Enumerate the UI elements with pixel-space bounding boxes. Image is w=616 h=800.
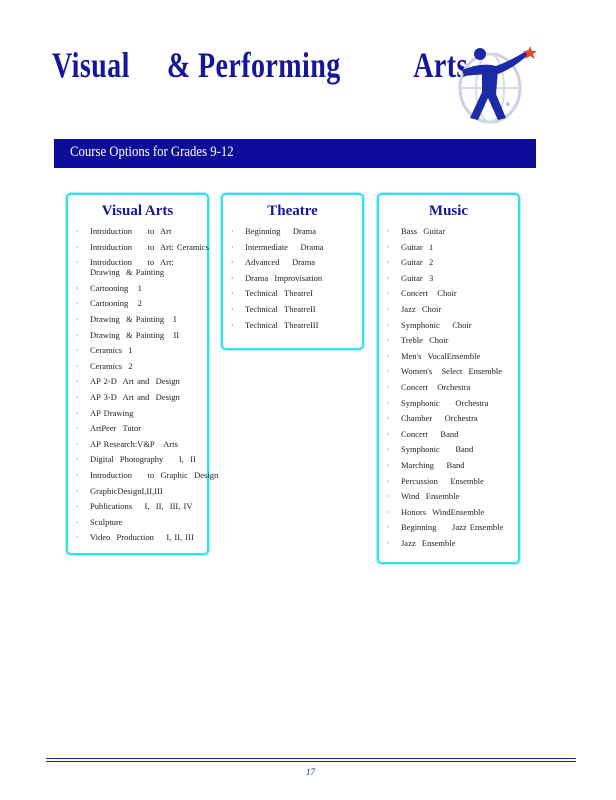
course-label: Technical TheatreIII [245, 319, 319, 330]
course-item [231, 320, 362, 330]
bullet-icon: › [387, 523, 390, 532]
course-label: Symphonic Orchestra [401, 397, 489, 408]
course-item [76, 454, 207, 464]
bullet-icon: › [231, 304, 234, 313]
page-title: Visual & Performing Arts [52, 45, 468, 85]
bullet-icon: › [76, 408, 79, 417]
course-label: Guitar 3 [401, 272, 434, 283]
course-item [387, 429, 518, 439]
course-label: AP 3-D Art and Design [90, 391, 180, 402]
course-label: Introduction to Art [90, 226, 172, 236]
course-label: Publications I, II, III, IV [90, 501, 193, 512]
course-item [76, 257, 207, 277]
theatre-box [221, 193, 364, 350]
bullet-icon: › [387, 476, 390, 485]
course-label: Beginning Jazz Ensemble [401, 522, 504, 533]
course-item [76, 283, 207, 293]
course-item [231, 226, 362, 236]
course-label: AP Drawing [90, 407, 134, 418]
bullet-icon: › [387, 414, 390, 423]
course-label: Symphonic Band [401, 444, 474, 455]
course-item [387, 304, 518, 314]
course-item [231, 242, 362, 252]
bullet-icon: › [387, 492, 390, 501]
course-item [387, 507, 518, 517]
bullet-icon: › [387, 320, 390, 329]
bullet-icon: › [387, 538, 390, 547]
bullet-icon: › [387, 382, 390, 391]
course-label: Drawing & Painting I [90, 313, 177, 324]
bullet-icon: › [387, 351, 390, 360]
course-label: Technical TheatreII [245, 303, 316, 314]
bullet-icon: › [387, 273, 390, 282]
course-item [387, 491, 518, 501]
bullet-icon: › [76, 439, 79, 448]
course-item [76, 376, 207, 386]
course-label: Digital Photography I, II [90, 454, 196, 465]
course-item [387, 320, 518, 330]
course-label: Video Production I, II, III [90, 532, 194, 543]
course-item [387, 538, 518, 548]
course-item [387, 522, 518, 532]
bullet-icon: › [387, 227, 390, 235]
course-item [231, 257, 362, 267]
bullet-icon: › [76, 470, 79, 479]
bullet-icon: › [387, 289, 390, 298]
section-banner [54, 139, 536, 168]
course-label: Symphonic Choir [401, 319, 472, 330]
bullet-icon: › [76, 258, 79, 267]
course-label: AP Research:V&P Arts [90, 438, 178, 449]
course-item [76, 298, 207, 308]
course-item [76, 532, 207, 542]
course-item [387, 366, 518, 376]
footer-rule-inner [46, 761, 576, 762]
course-item [231, 304, 362, 314]
course-item [387, 413, 518, 423]
bullet-icon: › [387, 367, 390, 376]
course-label: Introduction to Art: Drawing & Painting [90, 257, 174, 278]
course-label: Bass Guitar [401, 226, 446, 236]
banner-title: Course Options for Grades 9-12 [70, 144, 234, 160]
course-label: Honors WindEnsemble [401, 506, 485, 517]
bullet-icon: › [231, 242, 234, 251]
course-item [76, 423, 207, 433]
course-item [76, 501, 207, 511]
course-label: Jazz Choir [401, 303, 442, 314]
bullet-icon: › [387, 258, 390, 267]
course-item [76, 226, 207, 236]
bullet-icon: › [387, 242, 390, 251]
course-item [76, 517, 207, 527]
course-label: Technical TheatreI [245, 288, 313, 299]
page-number: 17 [306, 767, 315, 777]
bullet-icon: › [387, 398, 390, 407]
course-item [387, 444, 518, 454]
music-heading: Music [428, 203, 469, 219]
course-label: Ceramics 1 [90, 345, 133, 356]
bullet-icon: › [76, 424, 79, 433]
course-label: ArtPeer Tutor [90, 423, 142, 434]
footer-rule [46, 758, 576, 759]
course-item [387, 351, 518, 361]
bullet-icon: › [76, 361, 79, 370]
bullet-icon: › [76, 314, 79, 323]
course-label: Introduction to Art: Ceramics [90, 241, 209, 252]
visual-arts-list [68, 226, 219, 543]
course-label: Jazz Ensemble [401, 537, 456, 548]
music-list [379, 226, 518, 548]
course-label: Guitar 1 [401, 241, 434, 252]
bullet-icon: › [387, 445, 390, 454]
bullet-icon: › [76, 330, 79, 339]
bullet-icon: › [76, 242, 79, 251]
course-item [76, 330, 207, 340]
course-item [231, 288, 362, 298]
course-label: Marching Band [401, 459, 465, 470]
bullet-icon: › [76, 486, 79, 495]
course-item [387, 398, 518, 408]
course-label: Chamber Orchestra [401, 413, 478, 424]
course-label: Concert Orchestra [401, 381, 471, 392]
course-item [387, 273, 518, 283]
visual-arts-heading: Visual Arts [101, 203, 174, 219]
course-label: Beginning Drama [245, 226, 317, 236]
course-label: Intermediate Drama [245, 241, 324, 252]
running-figure-with-star-logo-icon [456, 40, 536, 126]
bullet-icon: › [76, 227, 79, 235]
course-label: Drama Improvisation [245, 272, 323, 283]
bullet-icon: › [231, 258, 234, 267]
bullet-icon: › [76, 455, 79, 464]
course-label: AP 2-D Art and Design [90, 376, 180, 387]
theatre-list [223, 226, 362, 330]
course-label: Cartooning 1 [90, 282, 142, 293]
course-item [76, 242, 207, 252]
course-label: Cartooning 2 [90, 298, 142, 309]
course-item [387, 335, 518, 345]
bullet-icon: › [231, 320, 234, 329]
course-item [76, 469, 219, 480]
course-item [387, 226, 518, 236]
course-label: Guitar 2 [401, 257, 434, 268]
course-label: Concert Band [401, 428, 459, 439]
course-item [76, 392, 207, 402]
bullet-icon: › [76, 502, 79, 511]
course-label: Advanced Drama [245, 257, 316, 268]
music-box [377, 193, 520, 564]
course-item [387, 257, 518, 267]
bullet-icon: › [76, 299, 79, 308]
course-item [76, 408, 207, 418]
course-item [387, 288, 518, 298]
bullet-icon: › [76, 283, 79, 292]
course-label: Introduction to Graphic Design [90, 469, 219, 480]
course-label: Drawing & Painting II [90, 329, 180, 340]
course-item [387, 242, 518, 252]
bullet-icon: › [76, 517, 79, 526]
bullet-icon: › [387, 429, 390, 438]
course-item [76, 361, 207, 371]
course-label: Women's Select Ensemble [401, 366, 502, 377]
course-label: Ceramics 2 [90, 360, 133, 371]
visual-arts-box [66, 193, 219, 555]
bullet-icon: › [76, 377, 79, 386]
bullet-icon: › [76, 533, 79, 542]
bullet-icon: › [387, 507, 390, 516]
bullet-icon: › [387, 460, 390, 469]
course-item [387, 476, 518, 486]
course-item [387, 382, 518, 392]
svg-text:®: ® [506, 103, 510, 108]
bullet-icon: › [387, 304, 390, 313]
course-label: GraphicDesignI,II,III [90, 485, 163, 496]
course-label: Sculpture [90, 516, 123, 527]
course-item [76, 314, 207, 324]
bullet-icon: › [231, 227, 234, 235]
theatre-heading: Theatre [267, 203, 318, 219]
course-item [76, 439, 207, 449]
course-item [231, 273, 362, 283]
bullet-icon: › [231, 273, 234, 282]
course-label: Treble Choir [401, 335, 449, 346]
course-label: Concert Choir [401, 288, 457, 299]
course-label: Percussion Ensemble [401, 475, 484, 486]
bullet-icon: › [387, 336, 390, 345]
course-item [387, 460, 518, 470]
bullet-icon: › [76, 392, 79, 401]
course-label: Men's VocalEnsemble [401, 350, 481, 361]
course-label: Wind Ensemble [401, 491, 460, 502]
bullet-icon: › [76, 346, 79, 355]
course-item [76, 486, 207, 496]
bullet-icon: › [231, 289, 234, 298]
course-item [76, 345, 207, 355]
